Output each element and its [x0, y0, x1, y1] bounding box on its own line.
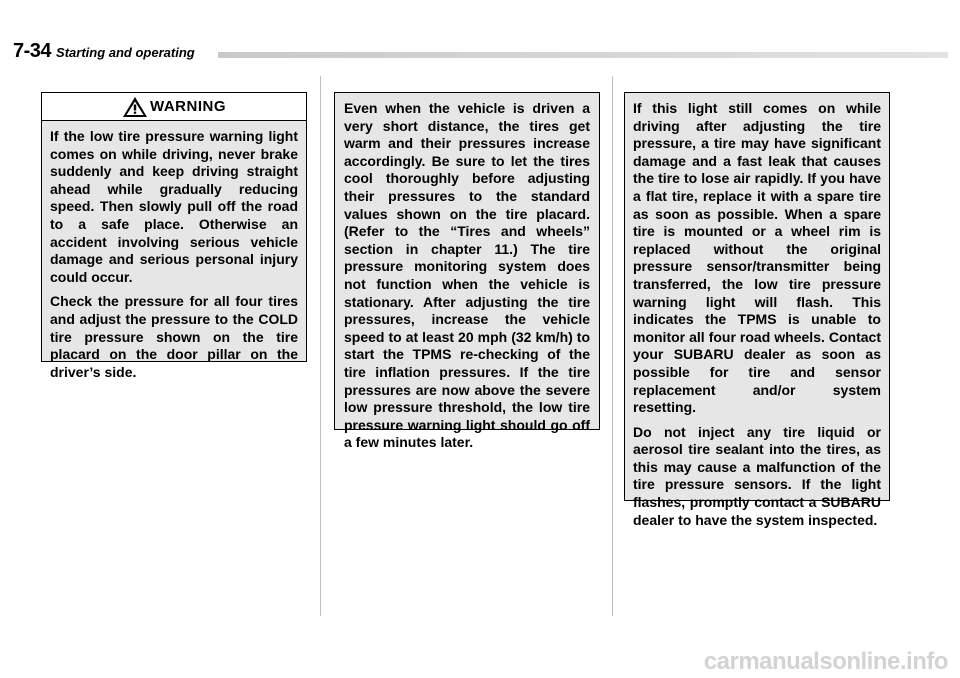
note-box-middle — [334, 92, 600, 451]
header-rule — [218, 52, 948, 58]
note-box-right — [624, 92, 890, 528]
warning-paragraph: If the low tire pressure warning light comes on while driving, never brake suddenly and keep driving straight ahead while gradually reducing speed. Then slowly pull off the road to a safe place. Otherwise an accident involving serious vehicle damage and serious personal injury could occur. — [50, 128, 298, 285]
watermark: carmanualsonline.info — [703, 648, 948, 675]
column-divider-right — [612, 76, 613, 616]
section-title: Starting and operating — [56, 45, 195, 60]
note-paragraph: If this light still comes on while driving after adjusting the tire pressure, a tire may have significant damage and a fast leak that causes the tire to lose air rapidly. If you have a flat tire, replace it with a spare tire as soon as possible. When a spare tire is mounted or a wheel rim is replaced without the original pressure sensor/transmitter being transferred, the low tire pressure warning light will flash. This indicates the TPMS is unable to monitor all four road wheels. Contact your SUBARU dealer as soon as possible for tire and sensor replacement and/or system resetting. — [633, 100, 881, 416]
column-divider-left — [320, 76, 321, 616]
warning-label: WARNING — [150, 97, 226, 115]
page-header — [13, 40, 195, 63]
note-paragraph: Do not inject any tire liquid or aerosol tire sealant into the tires, as this may cause a malfunction of the tire pressure sensors. If the light flashes, promptly contact a SUBARU dealer to have the system inspected. — [633, 423, 881, 528]
warning-header — [42, 93, 306, 121]
page-number: 7-34 — [13, 40, 52, 62]
warning-body — [42, 121, 306, 381]
warning-paragraph: Check the pressure for all four tires and adjust the pressure to the COLD tire pressure shown on the tire placard on the door pillar on the driver’s side. — [50, 293, 298, 380]
warning-box — [41, 92, 307, 380]
warning-triangle-icon — [122, 96, 148, 118]
note-paragraph: Even when the vehicle is driven a very short distance, the tires get warm and their pressures increase accordingly. Be sure to let the tires cool thoroughly before adjusting their pressures to the standard values shown on the tire placard. (Refer to the “Tires and wheels” section in chapter 11.) The tire pressure monitoring system does not function when the vehicle is stationary. After adjusting the tire pressures, increase the vehicle speed to at least 20 mph (32 km/h) to start the TPMS re-checking of the tire inflation pressures. If the tire pressures are now above the severe low pressure threshold, the low tire pressure warning light should go off a few minutes later. — [344, 100, 590, 451]
